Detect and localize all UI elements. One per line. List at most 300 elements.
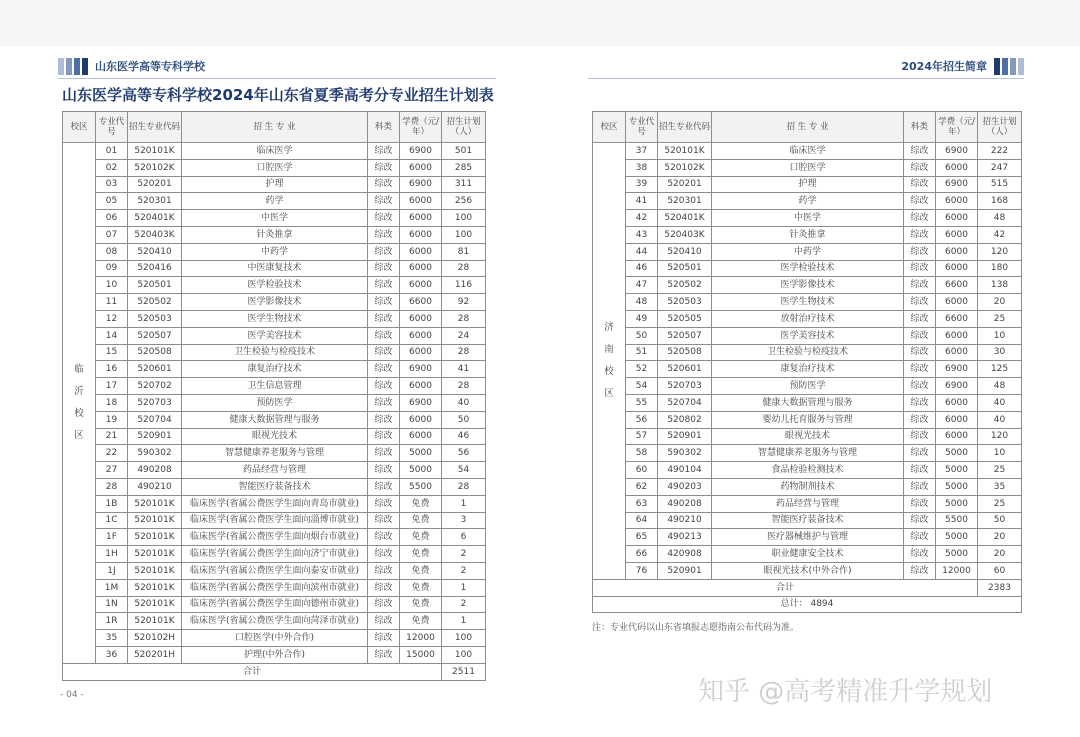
table-row	[63, 361, 486, 378]
table-row	[63, 260, 486, 277]
category-cell: 综改	[368, 495, 400, 512]
major-name-cell: 康复治疗技术	[182, 361, 368, 378]
major-no-cell: 1J	[96, 562, 128, 579]
category-cell: 综改	[368, 613, 400, 630]
major-code-cell: 520601	[128, 361, 182, 378]
major-name-cell: 口腔医学	[182, 159, 368, 176]
major-code-cell: 520101K	[128, 546, 182, 563]
major-code-cell: 520501	[128, 277, 182, 294]
major-code-cell: 520201H	[128, 646, 182, 663]
tuition-cell: 免费	[400, 546, 442, 563]
category-cell: 综改	[904, 562, 936, 579]
tuition-cell: 免费	[400, 596, 442, 613]
major-no-cell: 39	[626, 176, 658, 193]
major-no-cell: 43	[626, 226, 658, 243]
category-cell: 综改	[904, 344, 936, 361]
tuition-cell: 6900	[400, 361, 442, 378]
enrollment-table-linyi	[62, 111, 486, 681]
major-no-cell: 08	[96, 243, 128, 260]
category-cell: 综改	[368, 260, 400, 277]
table-row	[593, 226, 1022, 243]
quota-cell: 28	[442, 310, 486, 327]
major-code-cell: 520301	[128, 193, 182, 210]
tuition-cell: 免费	[400, 562, 442, 579]
category-cell: 综改	[904, 226, 936, 243]
major-code-cell: 520502	[658, 277, 712, 294]
major-code-cell: 590302	[658, 445, 712, 462]
major-name-cell: 临床医学(省属公费医学生面向德州市就业)	[182, 596, 368, 613]
table-row	[63, 310, 486, 327]
major-name-cell: 医学美容技术	[182, 327, 368, 344]
quota-cell: 180	[978, 260, 1022, 277]
quota-cell: 100	[442, 226, 486, 243]
table-row	[593, 512, 1022, 529]
tuition-cell: 6000	[400, 428, 442, 445]
table-row	[593, 562, 1022, 579]
tuition-cell: 6000	[936, 226, 978, 243]
header-right	[901, 56, 1024, 76]
tuition-cell: 6900	[400, 394, 442, 411]
quota-cell: 2	[442, 562, 486, 579]
table-row	[593, 294, 1022, 311]
category-cell: 综改	[904, 277, 936, 294]
major-code-cell: 520301	[658, 193, 712, 210]
major-name-cell: 中医学	[182, 210, 368, 227]
major-code-cell: 520507	[658, 327, 712, 344]
table-row	[63, 226, 486, 243]
quota-cell: 28	[442, 378, 486, 395]
major-code-cell: 520703	[128, 394, 182, 411]
category-cell: 综改	[904, 243, 936, 260]
tuition-cell: 6900	[400, 176, 442, 193]
category-cell: 综改	[368, 529, 400, 546]
tuition-cell: 5500	[936, 512, 978, 529]
tuition-cell: 6000	[400, 210, 442, 227]
header-left	[58, 56, 205, 76]
quota-cell: 247	[978, 159, 1022, 176]
tuition-cell: 6600	[936, 310, 978, 327]
campus-cell: 临 沂 校 区	[63, 143, 96, 664]
major-code-cell: 520802	[658, 411, 712, 428]
quota-cell: 50	[442, 411, 486, 428]
major-no-cell: 65	[626, 529, 658, 546]
table-row	[593, 260, 1022, 277]
tuition-cell: 5000	[936, 445, 978, 462]
category-cell: 综改	[368, 226, 400, 243]
major-code-cell: 520501	[658, 260, 712, 277]
major-no-cell: 18	[96, 394, 128, 411]
quota-cell: 42	[978, 226, 1022, 243]
major-code-cell: 490210	[658, 512, 712, 529]
major-name-cell: 医学检验技术	[182, 277, 368, 294]
major-code-cell: 520508	[658, 344, 712, 361]
table-row	[63, 646, 486, 663]
quota-cell: 3	[442, 512, 486, 529]
major-no-cell: 55	[626, 394, 658, 411]
col-header-quota: 招生计划（人）	[978, 112, 1022, 143]
major-code-cell: 520101K	[128, 143, 182, 160]
tuition-cell: 6000	[936, 159, 978, 176]
header-bars-icon	[58, 58, 88, 75]
category-cell: 综改	[904, 294, 936, 311]
major-name-cell: 护理(中外合作)	[182, 646, 368, 663]
table-row	[593, 546, 1022, 563]
major-name-cell: 健康大数据管理与服务	[182, 411, 368, 428]
table-row	[63, 378, 486, 395]
major-no-cell: 47	[626, 277, 658, 294]
quota-cell: 24	[442, 327, 486, 344]
table-header-row	[63, 112, 486, 143]
major-name-cell: 中药学	[182, 243, 368, 260]
major-name-cell: 预防医学	[712, 378, 904, 395]
header-bars-icon	[994, 58, 1024, 75]
major-name-cell: 临床医学(省属公费医学生面向泰安市就业)	[182, 562, 368, 579]
table-row	[593, 210, 1022, 227]
quota-cell: 35	[978, 478, 1022, 495]
major-no-cell: 1N	[96, 596, 128, 613]
tuition-cell: 6000	[936, 327, 978, 344]
quota-cell: 46	[442, 428, 486, 445]
category-cell: 综改	[368, 445, 400, 462]
table-row	[63, 243, 486, 260]
major-no-cell: 21	[96, 428, 128, 445]
enrollment-table-jinan	[592, 111, 1022, 613]
category-cell: 综改	[368, 596, 400, 613]
category-cell: 综改	[904, 310, 936, 327]
tuition-cell: 6000	[400, 378, 442, 395]
quota-cell: 40	[442, 394, 486, 411]
major-code-cell: 520101K	[128, 613, 182, 630]
major-no-cell: 62	[626, 478, 658, 495]
grand-total: 总计： 4894	[593, 596, 1022, 613]
major-no-cell: 19	[96, 411, 128, 428]
tuition-cell: 6000	[400, 193, 442, 210]
col-header-campus: 校区	[593, 112, 626, 143]
major-no-cell: 09	[96, 260, 128, 277]
tuition-cell: 6000	[400, 327, 442, 344]
tuition-cell: 12000	[400, 630, 442, 647]
quota-cell: 116	[442, 277, 486, 294]
tuition-cell: 6000	[936, 243, 978, 260]
subtotal-value: 2511	[442, 663, 486, 680]
col-header-quota: 招生计划（人）	[442, 112, 486, 143]
quota-cell: 20	[978, 294, 1022, 311]
col-header-campus: 校区	[63, 112, 96, 143]
quota-cell: 125	[978, 361, 1022, 378]
table-row	[63, 210, 486, 227]
table-row	[593, 445, 1022, 462]
category-cell: 综改	[904, 445, 936, 462]
subtotal-label: 合计	[63, 663, 442, 680]
major-no-cell: 35	[96, 630, 128, 647]
quota-cell: 25	[978, 462, 1022, 479]
total-row	[593, 596, 1022, 613]
major-no-cell: 42	[626, 210, 658, 227]
quota-cell: 1	[442, 495, 486, 512]
major-name-cell: 智慧健康养老服务与管理	[182, 445, 368, 462]
table-row	[593, 310, 1022, 327]
major-name-cell: 婴幼儿托育服务与管理	[712, 411, 904, 428]
major-code-cell: 520101K	[128, 596, 182, 613]
major-code-cell: 520507	[128, 327, 182, 344]
major-name-cell: 眼视光技术(中外合作)	[712, 562, 904, 579]
col-header-major-code: 招生专业代码	[658, 112, 712, 143]
table-row	[593, 428, 1022, 445]
major-name-cell: 药品经营与管理	[712, 495, 904, 512]
quota-cell: 25	[978, 495, 1022, 512]
major-code-cell: 520703	[658, 378, 712, 395]
quota-cell: 515	[978, 176, 1022, 193]
major-name-cell: 医学检验技术	[712, 260, 904, 277]
category-cell: 综改	[904, 260, 936, 277]
major-name-cell: 预防医学	[182, 394, 368, 411]
subtotal-row	[63, 663, 486, 680]
major-no-cell: 07	[96, 226, 128, 243]
category-cell: 综改	[904, 428, 936, 445]
major-name-cell: 药品经营与管理	[182, 462, 368, 479]
quota-cell: 1	[442, 579, 486, 596]
tuition-cell: 6000	[936, 344, 978, 361]
quota-cell: 6	[442, 529, 486, 546]
quota-cell: 2	[442, 596, 486, 613]
quota-cell: 285	[442, 159, 486, 176]
major-code-cell: 520901	[128, 428, 182, 445]
major-name-cell: 中医康复技术	[182, 260, 368, 277]
table-row	[593, 143, 1022, 160]
major-no-cell: 54	[626, 378, 658, 395]
tuition-cell: 免费	[400, 529, 442, 546]
table-row	[593, 378, 1022, 395]
major-code-cell: 590302	[128, 445, 182, 462]
table-row	[63, 411, 486, 428]
major-no-cell: 76	[626, 562, 658, 579]
quota-cell: 40	[978, 394, 1022, 411]
tuition-cell: 6000	[400, 243, 442, 260]
col-header-tuition: 学费（元/年）	[936, 112, 978, 143]
major-code-cell: 490210	[128, 478, 182, 495]
major-code-cell: 520102K	[128, 159, 182, 176]
table-row	[593, 176, 1022, 193]
table-row	[63, 462, 486, 479]
header-rule-left	[58, 78, 496, 79]
major-code-cell: 520410	[128, 243, 182, 260]
major-no-cell: 15	[96, 344, 128, 361]
major-name-cell: 智能医疗装备技术	[712, 512, 904, 529]
major-no-cell: 14	[96, 327, 128, 344]
table-row	[63, 277, 486, 294]
major-code-cell: 520503	[658, 294, 712, 311]
table-row	[63, 546, 486, 563]
quota-cell: 20	[978, 546, 1022, 563]
quota-cell: 40	[978, 411, 1022, 428]
tuition-cell: 5500	[400, 478, 442, 495]
major-name-cell: 眼视光技术	[182, 428, 368, 445]
quota-cell: 28	[442, 478, 486, 495]
major-code-cell: 520101K	[128, 562, 182, 579]
quota-cell: 256	[442, 193, 486, 210]
major-code-cell: 520401K	[658, 210, 712, 227]
category-cell: 综改	[904, 411, 936, 428]
category-cell: 综改	[904, 193, 936, 210]
tuition-cell: 5000	[936, 529, 978, 546]
major-name-cell: 职业健康安全技术	[712, 546, 904, 563]
category-cell: 综改	[368, 310, 400, 327]
table-row	[63, 327, 486, 344]
col-header-major-code: 招生专业代码	[128, 112, 182, 143]
major-code-cell: 490104	[658, 462, 712, 479]
tuition-cell: 6000	[936, 260, 978, 277]
major-name-cell: 中药学	[712, 243, 904, 260]
quota-cell: 50	[978, 512, 1022, 529]
tuition-cell: 6000	[400, 277, 442, 294]
tuition-cell: 免费	[400, 613, 442, 630]
tuition-cell: 6600	[936, 277, 978, 294]
quota-cell: 1	[442, 613, 486, 630]
category-cell: 综改	[368, 327, 400, 344]
major-no-cell: 64	[626, 512, 658, 529]
major-code-cell: 520101K	[128, 579, 182, 596]
category-cell: 综改	[904, 529, 936, 546]
major-no-cell: 1R	[96, 613, 128, 630]
col-header-code: 专业代号	[626, 112, 658, 143]
major-name-cell: 眼视光技术	[712, 428, 904, 445]
quota-cell: 48	[978, 378, 1022, 395]
table-row	[63, 478, 486, 495]
tuition-cell: 6000	[936, 411, 978, 428]
major-code-cell: 490208	[128, 462, 182, 479]
major-code-cell: 520403K	[128, 226, 182, 243]
tuition-cell: 6900	[936, 143, 978, 160]
table-row	[593, 277, 1022, 294]
category-cell: 综改	[368, 630, 400, 647]
col-header-major: 招 生 专 业	[182, 112, 368, 143]
major-no-cell: 17	[96, 378, 128, 395]
major-no-cell: 1F	[96, 529, 128, 546]
major-name-cell: 健康大数据管理与服务	[712, 394, 904, 411]
category-cell: 综改	[904, 394, 936, 411]
major-name-cell: 护理	[182, 176, 368, 193]
major-no-cell: 11	[96, 294, 128, 311]
table-row	[63, 294, 486, 311]
major-name-cell: 医学影像技术	[712, 277, 904, 294]
category-cell: 综改	[368, 411, 400, 428]
tuition-cell: 6900	[936, 378, 978, 395]
major-code-cell: 520410	[658, 243, 712, 260]
major-name-cell: 临床医学(省属公费医学生面向菏泽市就业)	[182, 613, 368, 630]
major-name-cell: 药学	[182, 193, 368, 210]
category-cell: 综改	[368, 428, 400, 445]
major-name-cell: 医学美容技术	[712, 327, 904, 344]
category-cell: 综改	[368, 361, 400, 378]
table-row	[593, 495, 1022, 512]
tuition-cell: 6000	[936, 428, 978, 445]
major-no-cell: 58	[626, 445, 658, 462]
tuition-cell: 免费	[400, 495, 442, 512]
header-rule-right	[588, 78, 1024, 79]
category-cell: 综改	[904, 478, 936, 495]
major-no-cell: 36	[96, 646, 128, 663]
tuition-cell: 6000	[400, 159, 442, 176]
major-name-cell: 口腔医学	[712, 159, 904, 176]
major-code-cell: 490213	[658, 529, 712, 546]
table-row	[63, 562, 486, 579]
major-no-cell: 37	[626, 143, 658, 160]
tuition-cell: 6000	[400, 226, 442, 243]
tuition-cell: 5000	[400, 462, 442, 479]
quota-cell: 54	[442, 462, 486, 479]
major-no-cell: 38	[626, 159, 658, 176]
table-row	[593, 361, 1022, 378]
major-no-cell: 01	[96, 143, 128, 160]
major-code-cell: 520102K	[658, 159, 712, 176]
category-cell: 综改	[904, 378, 936, 395]
major-name-cell: 临床医学	[712, 143, 904, 160]
major-code-cell: 520704	[128, 411, 182, 428]
table-row	[63, 428, 486, 445]
major-code-cell: 520704	[658, 394, 712, 411]
table-row	[63, 630, 486, 647]
table-row	[63, 176, 486, 193]
major-no-cell: 48	[626, 294, 658, 311]
table-row	[63, 512, 486, 529]
tuition-cell: 6000	[936, 210, 978, 227]
major-no-cell: 06	[96, 210, 128, 227]
major-code-cell: 520201	[128, 176, 182, 193]
major-name-cell: 临床医学(省属公费医学生面向滨州市就业)	[182, 579, 368, 596]
table-row	[593, 529, 1022, 546]
tuition-cell: 6000	[400, 310, 442, 327]
table-row	[63, 495, 486, 512]
quota-cell: 10	[978, 445, 1022, 462]
major-name-cell: 食品检验检测技术	[712, 462, 904, 479]
major-code-cell: 520702	[128, 378, 182, 395]
quota-cell: 311	[442, 176, 486, 193]
subtotal-value: 2383	[978, 579, 1022, 596]
quota-cell: 100	[442, 210, 486, 227]
category-cell: 综改	[368, 546, 400, 563]
category-cell: 综改	[368, 277, 400, 294]
category-cell: 综改	[368, 512, 400, 529]
major-name-cell: 针灸推拿	[712, 226, 904, 243]
tuition-cell: 6900	[936, 361, 978, 378]
quota-cell: 2	[442, 546, 486, 563]
quota-cell: 100	[442, 646, 486, 663]
major-no-cell: 1C	[96, 512, 128, 529]
col-header-category: 科类	[368, 112, 400, 143]
category-cell: 综改	[904, 495, 936, 512]
category-cell: 综改	[904, 143, 936, 160]
major-no-cell: 63	[626, 495, 658, 512]
major-no-cell: 12	[96, 310, 128, 327]
major-name-cell: 智慧健康养老服务与管理	[712, 445, 904, 462]
major-no-cell: 44	[626, 243, 658, 260]
major-name-cell: 卫生信息管理	[182, 378, 368, 395]
quota-cell: 120	[978, 243, 1022, 260]
category-cell: 综改	[904, 176, 936, 193]
major-no-cell: 28	[96, 478, 128, 495]
major-code-cell: 520201	[658, 176, 712, 193]
tuition-cell: 6000	[936, 294, 978, 311]
major-code-cell: 520505	[658, 310, 712, 327]
major-name-cell: 护理	[712, 176, 904, 193]
major-code-cell: 520508	[128, 344, 182, 361]
table-row	[63, 394, 486, 411]
major-no-cell: 66	[626, 546, 658, 563]
table-row	[63, 143, 486, 160]
table-row	[593, 478, 1022, 495]
major-no-cell: 05	[96, 193, 128, 210]
category-cell: 综改	[368, 462, 400, 479]
